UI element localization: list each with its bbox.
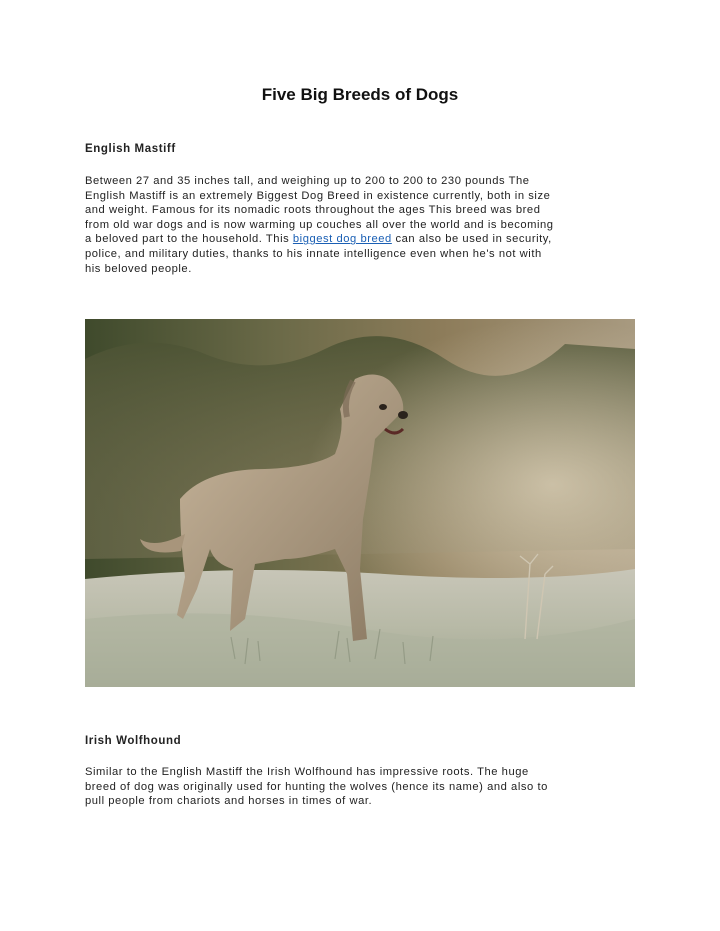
paragraph-line: from old war dogs and is now warming up couches all over the world and is becoming (85, 218, 554, 231)
paragraph-line-with-link (85, 232, 637, 247)
section-heading-english-mastiff: English Mastiff (85, 143, 176, 155)
paragraph-line: breed of dog was originally used for hunting the wolves (hence its name) and also to (85, 780, 548, 793)
irish-wolfhound-photo (85, 319, 635, 687)
page-title: Five Big Breeds of Dogs (261, 85, 459, 104)
paragraph-line: English Mastiff is an extremely Biggest Dog Breed in existence currently, both in size (85, 189, 551, 202)
section-heading-irish-wolfhound: Irish Wolfhound (85, 735, 182, 747)
line-text-after-link: can also be used in security, (391, 233, 552, 246)
paragraph-line: and weight. Famous for its nomadic roots throughout the ages This breed was bred (85, 204, 541, 217)
paragraph-line: police, and military duties, thanks to his innate intelligence even when he's not with (85, 247, 542, 260)
paragraph-line: pull people from chariots and horses in times of war. (85, 795, 373, 808)
paragraph-line: his beloved people. (85, 262, 192, 275)
biggest-dog-breed-link[interactable]: biggest dog breed (292, 233, 392, 246)
paragraph-line: Between 27 and 35 inches tall, and weighing up to 200 to 200 to 230 pounds The (85, 175, 530, 187)
line-text-before-link: a beloved part to the household. This (85, 233, 293, 246)
english-mastiff-paragraph (85, 174, 637, 276)
irish-wolfhound-paragraph (85, 765, 637, 809)
paragraph-line: Similar to the English Mastiff the Irish Wolfhound has impressive roots. The huge (85, 766, 529, 778)
